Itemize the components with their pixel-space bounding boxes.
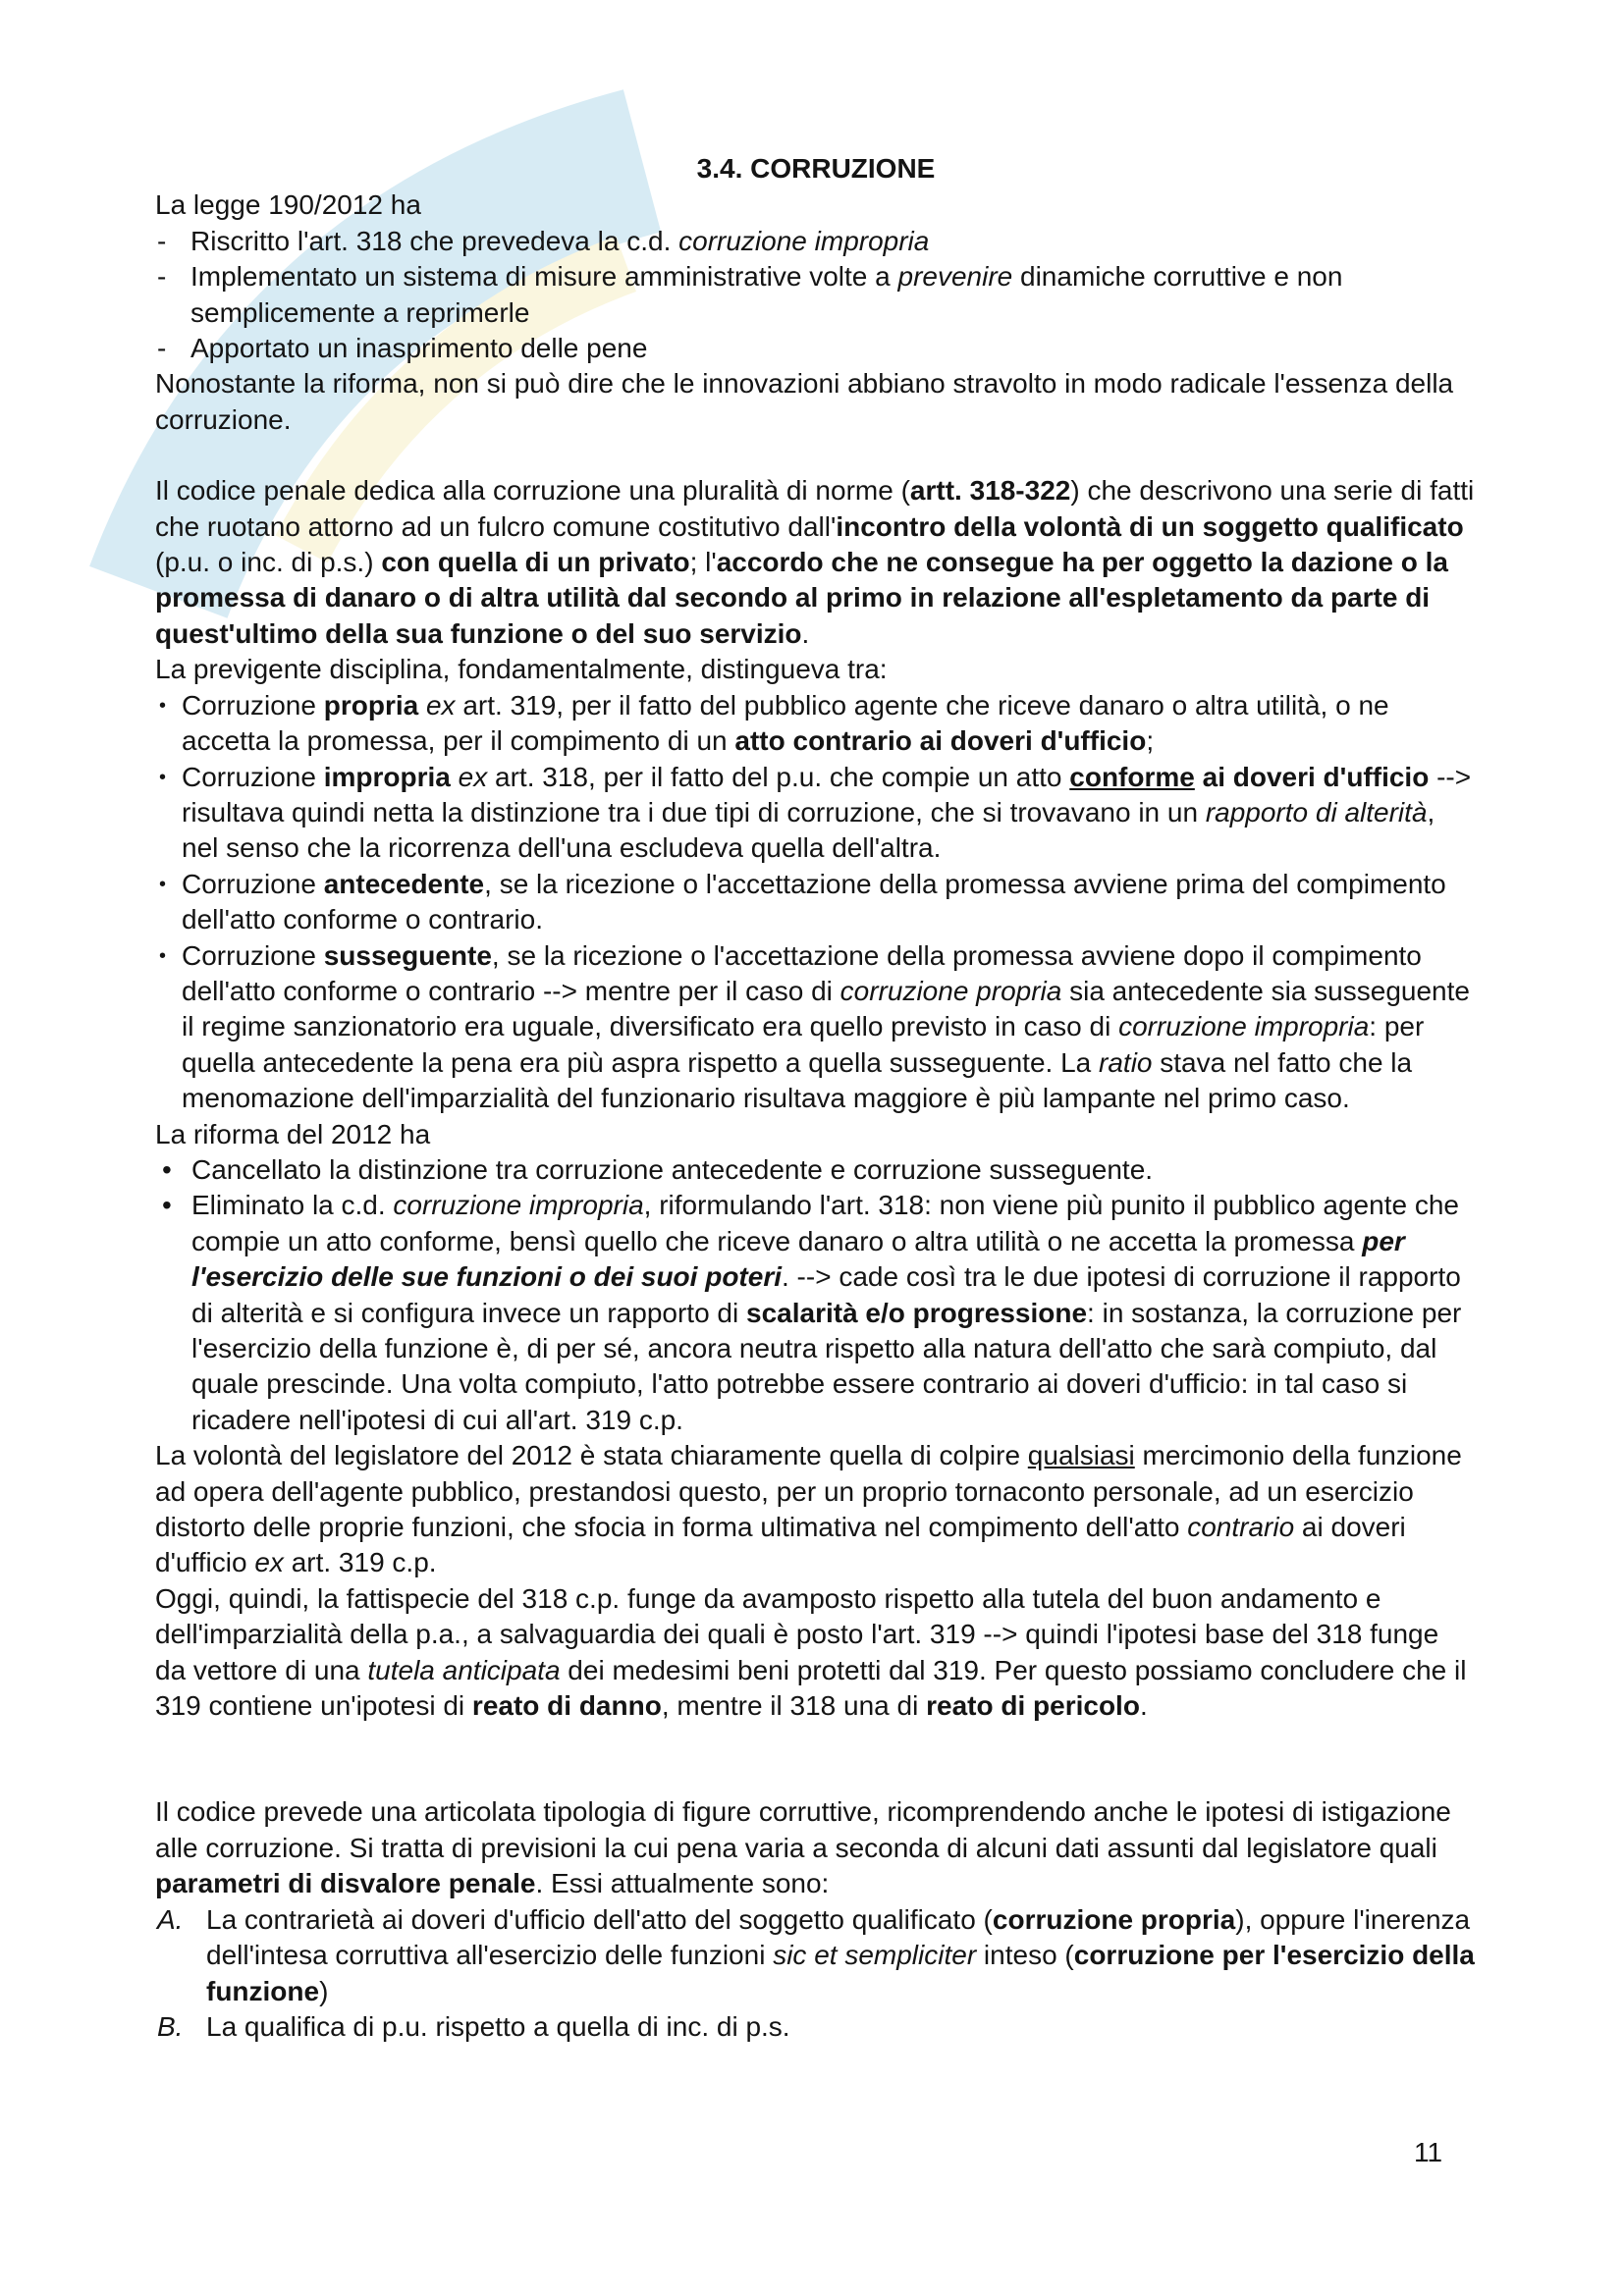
bullet-marker: • xyxy=(159,873,167,895)
list-item: - Riscritto l'art. 318 che prevedeva la c.d. corruzione impropria xyxy=(155,224,1477,259)
paragraph-codice-penale: Il codice penale dedica alla corruzione una pluralità di norme (artt. 318-322) che descrivono una serie di fatti che ruotano attorno ad un fulcro comune costitutivo dall'incontro della volontà di un soggetto qualificato (p.u. o inc. di p.s.) con quella di un privato; l'accordo che ne consegue ha per oggetto la dazione o la promessa di danaro o di altra utilità dal secondo al primo in relazione all'espletamento da parte di quest'ultimo della sua funzione o del suo servizio. xyxy=(155,475,1475,649)
dash-marker: - xyxy=(157,225,167,256)
dash-marker: - xyxy=(157,261,167,293)
bullet-marker: • xyxy=(159,694,167,717)
reform-list xyxy=(155,224,1477,367)
list-item-eliminato: • Eliminato la c.d. corruzione impropria, riformulando l'art. 318: non viene più punito il pubblico agente che compie un atto conforme, bensì quello che riceve danaro o altra utilità o ne accetta la promessa per l'esercizio delle sue funzioni o dei suoi poteri. --> cade così tra le due ipotesi di corruzione il rapporto di alterità e si configura invece un rapporto di scalarità e/o progressione: in sostanza, la corruzione per l'esercizio della funzione è, di per sé, ancora neutra rispetto alla natura dell'atto che sarà compiuto, dal quale prescinde. Una volta compiuto, l'atto potrebbe essere contrario ai doveri d'ufficio: in tal caso si ricadere nell'ipotesi di cui all'art. 319 c.p. xyxy=(162,1190,1462,1435)
list-item-impropria: • Corruzione impropria ex art. 318, per il fatto del p.u. che compie un atto conforme ai doveri d'ufficio --> risultava quindi netta la distinzione tra i due tipi di corruzione, che si trovavano in un rapporto di alterità, nel senso che la ricorrenza dell'una escludeva quella dell'altra. xyxy=(159,761,1472,864)
bullet-marker: • xyxy=(159,944,167,967)
list-item: - Apportato un inasprimento delle pene xyxy=(155,331,1477,366)
bullet-marker: • xyxy=(162,1153,172,1185)
paragraph-nonostante: Nonostante la riforma, non si può dire che le innovazioni abbiano stravolto in modo radicale l'essenza della corruzione. xyxy=(155,368,1454,435)
list-item-propria: • Corruzione propria ex art. 319, per il fatto del pubblico agente che riceve danaro o altra utilità, o ne accetta la promessa, per il compimento di un atto contrario ai doveri d'ufficio; xyxy=(159,689,1389,757)
list-item-a: A. La contrarietà ai doveri d'ufficio dell'atto del soggetto qualificato (corruzione propria), oppure l'inerenza dell'intesa corruttiva all'esercizio delle funzioni sic et sempliciter inteso (corruzione per l'esercizio della funzione) xyxy=(157,1903,1475,2006)
document-content xyxy=(155,151,1477,2045)
parameters-list xyxy=(155,1902,1477,2046)
paragraph-volonta: La volontà del legislatore del 2012 è stata chiaramente quella di colpire qualsiasi mercimonio della funzione ad opera dell'agente pubblico, prestandosi questo, per un proprio tornaconto personale, ad un esercizio distorto delle proprie funzioni, che sfocia in forma ultimativa nel compimento dell'atto contrario ai doveri d'ufficio ex art. 319 c.p. xyxy=(155,1440,1462,1578)
list-item-cancellato: • Cancellato la distinzione tra corruzione antecedente e corruzione susseguente. xyxy=(155,1152,1477,1188)
page-number: 11 xyxy=(1414,2137,1443,2167)
list-item-b: B. La qualifica di p.u. rispetto a quella di inc. di p.s. xyxy=(155,2009,1477,2045)
section-title: 3.4. CORRUZIONE xyxy=(696,153,936,184)
bullet-marker: • xyxy=(159,766,167,788)
paragraph-tipologia: Il codice prevede una articolata tipologia di figure corruttive, ricomprendendo anche le ipotesi di istigazione alle corruzione. Si tratta di previsioni la cui pena varia a seconda di alcuni dati assunti dal legislatore quali parametri di disvalore penale. Essi attualmente sono: xyxy=(155,1796,1451,1899)
dash-marker: - xyxy=(157,333,167,364)
paragraph-previgente: La previgente disciplina, fondamentalmente, distingueva tra: xyxy=(155,654,888,685)
list-item-susseguente: • Corruzione susseguente, se la ricezione o l'accettazione della promessa avviene dopo il compimento dell'atto conforme o contrario --> mentre per il caso di corruzione propria sia antecedente sia susseguente il regime sanzionatorio era uguale, diversificato era quello previsto in caso di corruzione impropria: per quella antecedente la pena era più aspra rispetto a quella susseguente. La ratio stava nel fatto che la menomazione dell'imparzialità del funzionario risultava maggiore è più lampante nel primo caso. xyxy=(159,939,1470,1114)
paragraph-riforma-2012: La riforma del 2012 ha xyxy=(155,1118,431,1149)
list-item: - Implementato un sistema di misure amministrative volte a prevenire dinamiche corruttive e non semplicemente a reprimerle xyxy=(157,261,1343,328)
paragraph-oggi: Oggi, quindi, la fattispecie del 318 c.p. funge da avamposto rispetto alla tutela del buon andamento e dell'imparzialità della p.a., a salvaguardia dei quali è posto l'art. 319 --> quindi l'ipotesi base del 318 funge da vettore di una tutela anticipata dei medesimi beni protetti dal 319. Per questo possiamo concludere che il 319 contiene un'ipotesi di reato di danno, mentre il 318 una di reato di pericolo. xyxy=(155,1582,1467,1722)
letter-marker: B. xyxy=(157,2010,184,2042)
letter-marker: A. xyxy=(157,1903,184,1935)
intro-line: La legge 190/2012 ha xyxy=(155,189,421,221)
list-item-antecedente: • Corruzione antecedente, se la ricezione o l'accettazione della promessa avviene prima del compimento dell'atto conforme o contrario. xyxy=(159,868,1446,935)
old-discipline-list xyxy=(155,688,1477,1117)
new-discipline-list xyxy=(155,1152,1477,1438)
bullet-marker: • xyxy=(162,1190,172,1221)
